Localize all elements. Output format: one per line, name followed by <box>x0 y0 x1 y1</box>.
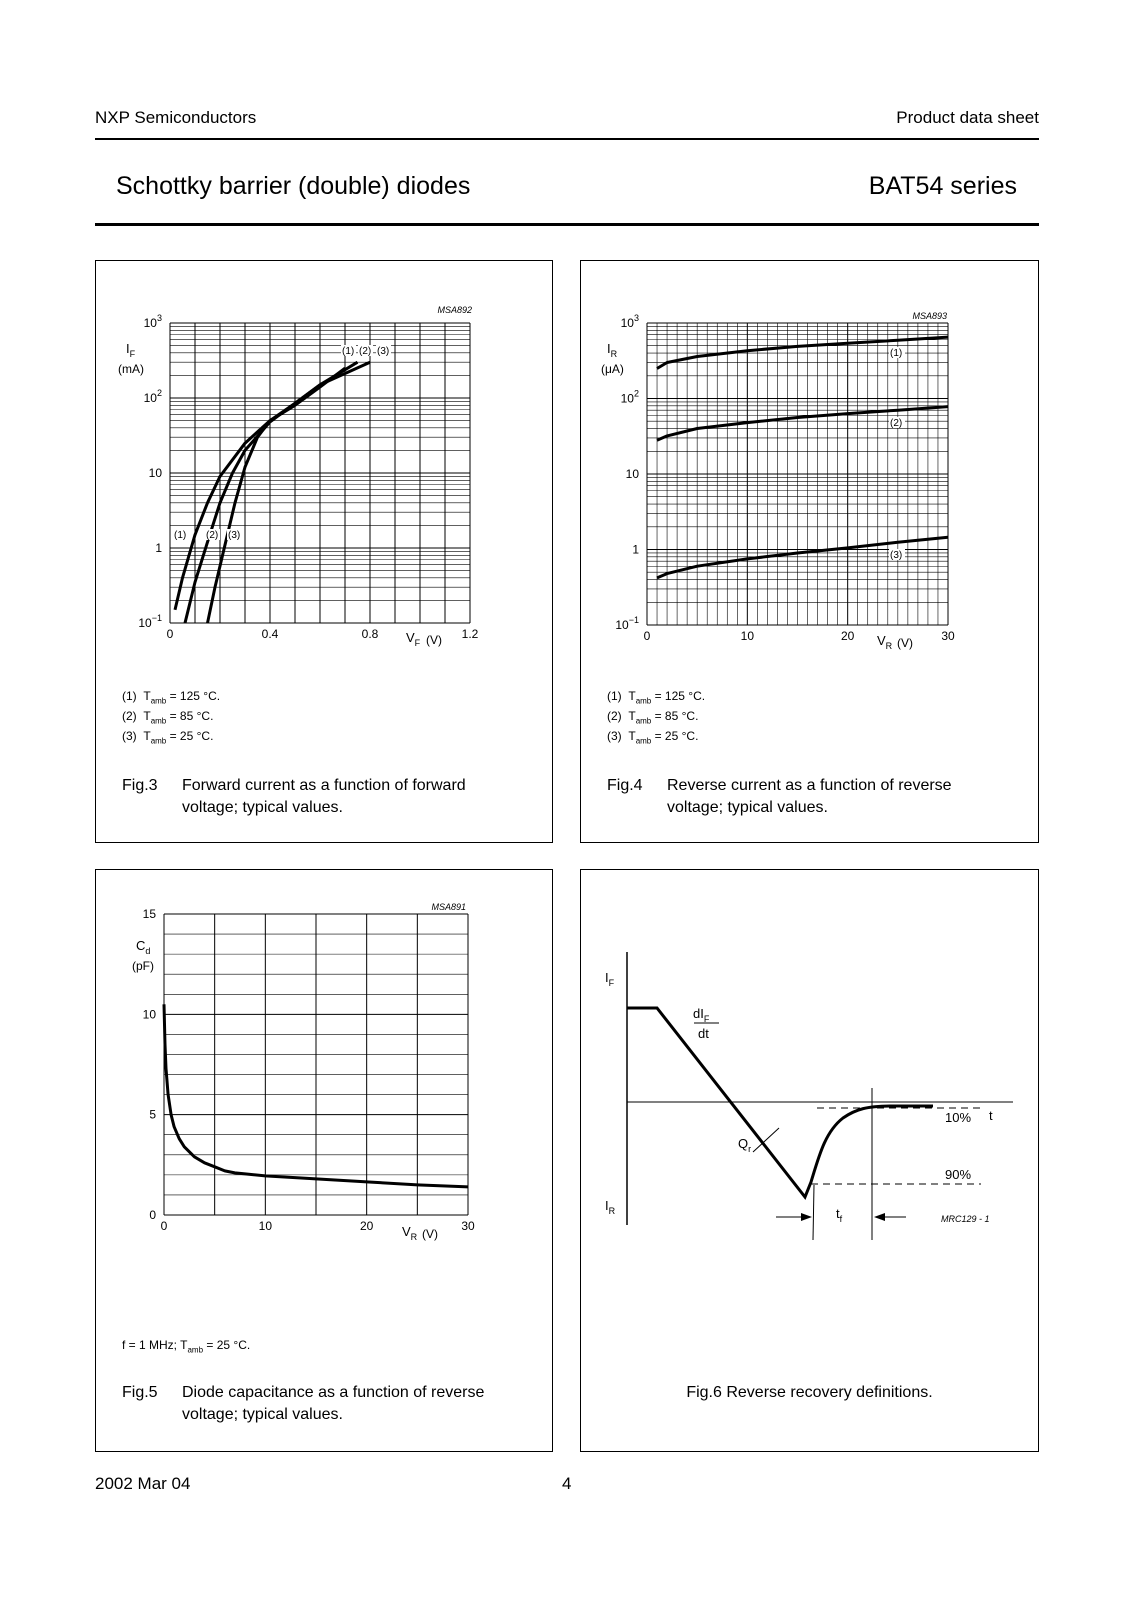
document-title: Schottky barrier (double) diodes <box>116 172 471 200</box>
fig3-x-tick-label: 0.8 <box>361 627 379 641</box>
fig4-note-2: (2) $T_{amb} = 85$ °C. <box>607 709 699 726</box>
fig6-figure-code: MRC129 - 1 <box>941 1214 990 1224</box>
fig3-x-tick-label: 1.2 <box>461 627 479 641</box>
fig4-chart <box>581 261 1040 661</box>
fig6-slope-denominator: dt <box>698 1026 709 1041</box>
fig4-x-tick-label: 0 <box>643 629 651 643</box>
fig4-x-tick-label: 10 <box>740 629 755 643</box>
fig4-x-tick-label: 30 <box>941 629 955 643</box>
fig5-caption-text: Diode capacitance as a function of reverse voltage; typical values. <box>182 1384 485 1423</box>
title-rule <box>95 223 1039 226</box>
fig3-x-tick-label: 0 <box>166 627 174 641</box>
fig3-caption-text: Forward current as a function of forward voltage; typical values. <box>182 777 466 816</box>
fig5-y-tick-label: 5 <box>149 1107 156 1122</box>
fig5-note: f = 1 MHz; $T_{amb} = 25$ °C. <box>122 1338 251 1355</box>
fig4-note-1: (1) $T_{amb} = 125$ °C. <box>607 689 706 706</box>
fig5-x-tick-label: 10 <box>258 1219 273 1233</box>
fig3-y-tick-label: 10 <box>148 466 162 480</box>
fig6-90pct-label: 90% <box>945 1167 972 1182</box>
fig5-y-tick-label: 10 <box>142 1007 156 1022</box>
fig5-label: Fig.5 <box>122 1384 158 1401</box>
fig6-diagram <box>581 870 1040 1270</box>
fig4-x-axis-label: $V_R$ <box>877 633 893 651</box>
fig5-panel <box>95 869 553 1452</box>
fig6-caption: Fig.6 Reverse recovery definitions. <box>686 1384 933 1401</box>
fig3-note-1: (1) $T_{amb} = 125$ °C. <box>122 689 221 706</box>
fig6-tf-arrowhead-left <box>801 1213 812 1221</box>
fig4-panel <box>580 260 1039 843</box>
fig3-note-2: (2) $T_{amb} = 85$ °C. <box>122 709 214 726</box>
fig5-y-tick-label: 0 <box>149 1208 156 1222</box>
fig4-curve-label: (2) <box>890 418 903 429</box>
fig3-curve-label-top: (3) <box>377 346 390 357</box>
fig4-y-tick-label: 10 <box>625 467 639 481</box>
fig6-ir-label: $I_R$ <box>605 1198 616 1216</box>
fig4-curve-label: (1) <box>890 348 903 359</box>
fig5-x-axis-unit: (V) <box>422 1227 438 1241</box>
fig3-curve-label-top: (1) <box>342 346 355 357</box>
fig3-panel <box>95 260 553 843</box>
fig6-t-label: t <box>989 1108 993 1123</box>
fig4-caption <box>607 775 1027 825</box>
fig3-y-tick-label: $10^2$ <box>143 388 162 405</box>
fig5-x-tick-label: 20 <box>359 1219 374 1233</box>
fig3-x-axis-label: $V_F$ <box>406 630 421 648</box>
fig3-figure-code: MSA892 <box>437 305 472 315</box>
fig3-y-axis-label: $I_F$ <box>126 341 136 359</box>
fig4-figure-code: MSA893 <box>912 311 947 321</box>
fig5-x-tick-label: 0 <box>160 1219 168 1233</box>
fig5-figure-code: MSA891 <box>431 902 466 912</box>
fig6-tf-arrowhead-right <box>874 1213 885 1221</box>
header-rule <box>95 138 1039 140</box>
fig3-curve-label-top: (2) <box>359 346 372 357</box>
fig4-note-3: (3) $T_{amb} = 25$ °C. <box>607 729 699 746</box>
fig4-y-tick-label: 1 <box>632 542 639 557</box>
fig6-if-label: $I_F$ <box>605 970 615 988</box>
fig4-y-tick-label: $10^2$ <box>620 388 639 406</box>
fig5-x-tick-label: 30 <box>461 1219 475 1233</box>
fig4-x-tick-label: 20 <box>840 629 855 643</box>
fig4-y-axis-label: $I_R$ <box>607 341 618 359</box>
fig3-curve-label-bottom: (3) <box>228 530 241 541</box>
fig6-panel <box>580 869 1039 1452</box>
fig3-x-tick-label: 0.4 <box>261 627 279 641</box>
fig5-caption <box>122 1382 542 1432</box>
fig3-chart <box>96 261 554 661</box>
fig6-tf-start-line <box>813 1185 814 1240</box>
fig5-y-tick-label: 15 <box>142 907 156 921</box>
fig3-y-axis-unit: (mA) <box>118 362 144 376</box>
fig6-slope-numerator: $dI_F$ <box>693 1006 710 1024</box>
fig4-caption-text: Reverse current as a function of reverse voltage; typical values. <box>667 777 952 816</box>
fig3-label: Fig.3 <box>122 777 158 794</box>
fig4-y-axis-unit: (μA) <box>601 362 624 376</box>
fig3-curve-label-bottom: (1) <box>174 530 187 541</box>
fig3-y-tick-label: 1 <box>155 541 162 555</box>
footer-page-number: 4 <box>562 1474 572 1493</box>
fig3-caption <box>122 775 542 825</box>
fig5-y-axis-label: $C_d$ <box>136 938 151 956</box>
fig6-10pct-label: 10% <box>945 1110 972 1125</box>
fig3-y-tick-label: $10^3$ <box>143 313 162 330</box>
footer-date: 2002 Mar 04 <box>95 1474 191 1493</box>
fig4-curve-label: (3) <box>890 550 903 561</box>
fig4-x-axis-unit: (V) <box>897 636 913 650</box>
fig4-y-tick-label: $10^{-1}$ <box>615 615 639 632</box>
fig3-note-3: (3) $T_{amb} = 25$ °C. <box>122 729 214 746</box>
company-name: NXP Semiconductors <box>95 108 257 127</box>
fig5-chart <box>96 870 554 1270</box>
product-name: BAT54 series <box>868 172 1017 200</box>
fig5-x-axis-label: $V_R$ <box>402 1224 418 1242</box>
fig3-curve-label-bottom: (2) <box>206 530 219 541</box>
fig4-y-tick-label: $10^3$ <box>620 313 639 330</box>
fig3-y-tick-label: $10^{-1}$ <box>138 613 162 630</box>
document-type: Product data sheet <box>896 108 1039 127</box>
fig5-y-axis-unit: (pF) <box>132 959 154 973</box>
fig4-label: Fig.4 <box>607 777 643 794</box>
fig3-x-axis-unit: (V) <box>426 633 442 647</box>
fig6-qr-label: $Q_r$ <box>738 1136 752 1154</box>
fig6-tf-label: $t_f$ <box>836 1206 843 1224</box>
